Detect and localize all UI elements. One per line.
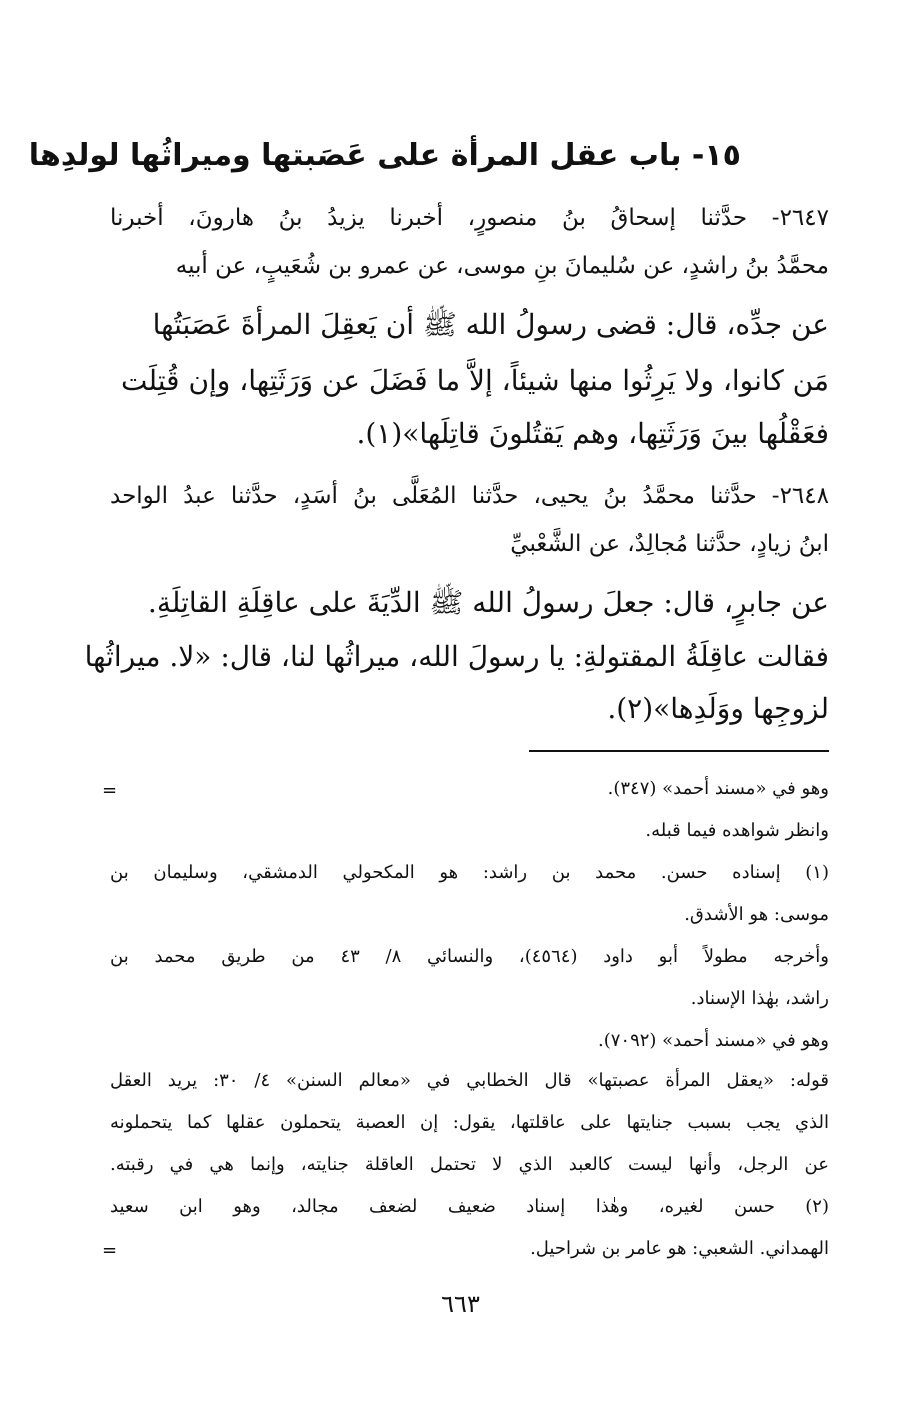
footnote-line: راشد، بهٰذا الإسناد. [690,988,829,1009]
footnote-line: وهو في «مسند أحمد» (٣٤٧). [607,778,829,799]
footnote-line: عن الرجل، وأنها ليست كالعبد الذي لا تحتمل العاقلة جنايته، وإنما هي في رقبته. [110,1154,829,1175]
hadith-2647-isnad-line-2: محمَّدُ بنُ راشدٍ، عن سُليمانَ بنِ موسى، عن عمرو بن شُعَيبٍ، عن أبيه [175,253,829,279]
page-number: ٦٦٣ [441,1290,480,1318]
hadith-2648-matn-line-3: لزوجِها ووَلَدِها»(٢). [607,692,829,725]
footnote-separator [529,750,829,752]
continuation-mark-bottom: = [102,1240,118,1261]
footnote-line: (١) إسناده حسن. محمد بن راشد: هو المكحولي الدمشقي، وسليمان بن [110,862,829,883]
continuation-mark-top: = [102,780,118,801]
footnote-line: قوله: «يعقل المرأة عصبتها» قال الخطابي في «معالم السنن» ٤/ ٣٠: يريد العقل [110,1070,829,1091]
hadith-2648-isnad-line-1: ٢٦٤٨- حدَّثنا محمَّدُ بنُ يحيى، حدَّثنا المُعَلَّى بنُ أسَدٍ، حدَّثنا عبدُ الواحد [110,483,829,509]
hadith-2648-matn-line-2: فقالت عاقِلَةُ المقتولةِ: يا رسولَ الله، ميراثُها لنا، قال: «لا. ميراثُها [84,640,829,673]
hadith-2647-matn-line-1: عن جدِّه، قال: قضى رسولُ الله ﷺ أن يَعقِلَ المرأةَ عَصَبَتُها [152,308,829,341]
footnote-line: الهمداني. الشعبي: هو عامر بن شراحيل. [530,1238,829,1259]
footnote-line: وهو في «مسند أحمد» (٧٠٩٢). [597,1030,829,1051]
hadith-2648-isnad-line-2: ابنُ زيادٍ، حدَّثنا مُجالِدٌ، عن الشَّعْبيِّ [510,531,829,557]
footnote-line: وأخرجه مطولاً أبو داود (٤٥٦٤)، والنسائي ٨/ ٤٣ من طريق محمد بن [110,946,829,967]
hadith-2647-matn-line-2: مَن كانوا، ولا يَرِثُوا منها شيئاً، إلاَّ ما فَضَلَ عن وَرَثَتِها، وإن قُتِلَت [120,364,829,397]
footnote-line: وانظر شواهده فيما قبله. [645,820,829,841]
hadith-2647-matn-line-3: فعَقْلُها بينَ وَرَثَتِها، وهم يَقتُلونَ قاتِلَها»(١). [356,417,829,450]
footnote-line: الذي يجب بسبب جنايتها على عاقلتها، يقول: إن العصبة يتحملون عقلها كما يتحملونه [110,1112,829,1133]
footnote-line: موسى: هو الأشدق. [684,904,829,925]
chapter-title: ١٥- باب عقل المرأة على عَصَبتها وميراثُها لولدِها [28,138,741,173]
hadith-2648-matn-line-1: عن جابرٍ، قال: جعلَ رسولُ الله ﷺ الدِّيَةَ على عاقِلَةِ القاتِلَةِ. [147,586,829,619]
hadith-2647-isnad-line-1: ٢٦٤٧- حدَّثنا إسحاقُ بنُ منصورٍ، أخبرنا يزيدُ بنُ هارونَ، أخبرنا [110,205,829,231]
footnote-line: (٢) حسن لغيره، وهٰذا إسناد ضعيف لضعف مجالد، وهو ابن سعيد [110,1196,829,1217]
